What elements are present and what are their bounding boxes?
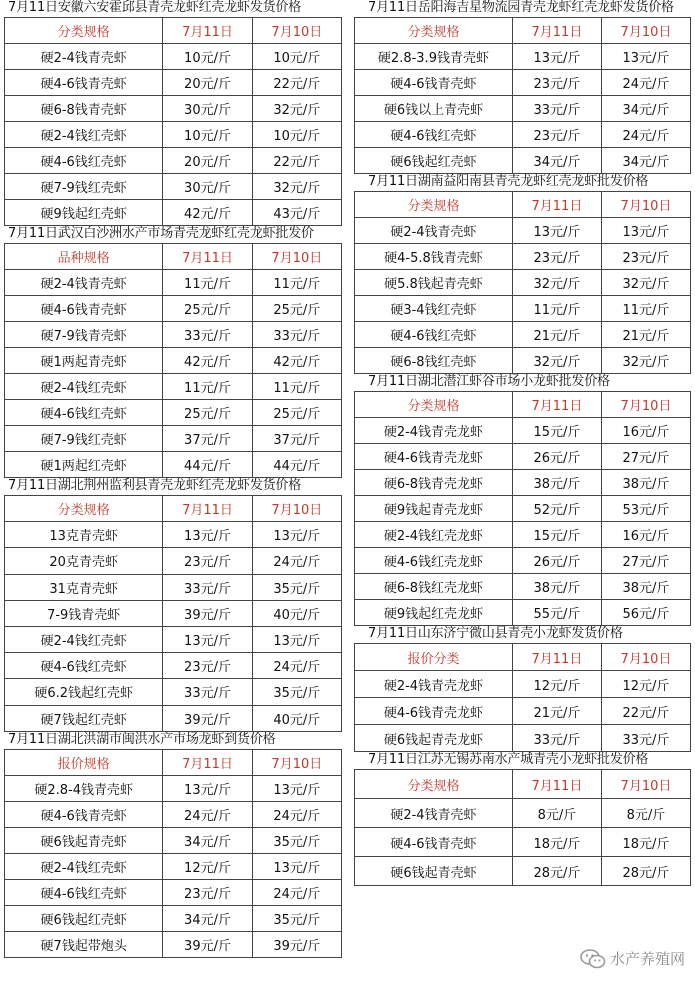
- price-section: [354, 0, 691, 174]
- price-cell: 15元/斤: [512, 418, 601, 444]
- price-cell: 13元/斤: [601, 218, 690, 244]
- price-cell: 18元/斤: [601, 828, 690, 857]
- spec-cell: 硬4-5.8钱青壳虾: [355, 244, 513, 270]
- spec-cell: 硬9钱起红壳龙虾: [355, 600, 513, 626]
- table-row: [5, 775, 342, 801]
- price-table: [4, 495, 342, 732]
- section-title: 7月11日安徽六安霍邱县青壳龙虾红壳龙虾发货价格: [8, 0, 302, 15]
- price-table: [354, 643, 691, 752]
- column-header: 7月10日: [601, 392, 690, 418]
- spec-cell: 硬9钱起红壳虾: [5, 200, 163, 226]
- spec-cell: 硬6钱起青壳龙虾: [355, 725, 513, 752]
- price-section: [354, 752, 691, 886]
- spec-cell: 硬2-4钱红壳虾: [5, 853, 163, 879]
- price-cell: 33元/斤: [163, 574, 252, 600]
- price-cell: 21元/斤: [601, 322, 690, 348]
- spec-cell: 31克青壳虾: [5, 574, 163, 600]
- price-cell: 32元/斤: [252, 96, 341, 122]
- table-row: [5, 452, 342, 478]
- price-cell: 12元/斤: [163, 853, 252, 879]
- price-cell: 10元/斤: [163, 122, 252, 148]
- price-section: [4, 478, 342, 732]
- table-header-row: [355, 192, 691, 218]
- spec-cell: 硬4-6钱红壳虾: [5, 879, 163, 905]
- price-cell: 28元/斤: [601, 857, 690, 886]
- spec-cell: 硬2-4钱红壳龙虾: [355, 522, 513, 548]
- table-row: [5, 931, 342, 957]
- price-cell: 20元/斤: [163, 148, 252, 174]
- price-cell: 11元/斤: [163, 270, 252, 296]
- table-row: [5, 200, 342, 226]
- table-header-row: [5, 496, 342, 522]
- price-cell: 23元/斤: [512, 244, 601, 270]
- price-cell: 38元/斤: [601, 470, 690, 496]
- price-table: [354, 391, 691, 626]
- price-section: [354, 626, 691, 752]
- column-header: 7月11日: [512, 392, 601, 418]
- column-header: 7月10日: [601, 18, 690, 44]
- price-cell: 34元/斤: [512, 148, 601, 174]
- table-row: [5, 879, 342, 905]
- spec-cell: 硬7-9钱红壳虾: [5, 426, 163, 452]
- spec-cell: 硬4-6钱红壳虾: [5, 148, 163, 174]
- column-header: 7月11日: [512, 644, 601, 671]
- column-header: 分类规格: [5, 18, 163, 44]
- column-header: 7月10日: [601, 770, 690, 799]
- price-cell: 28元/斤: [512, 857, 601, 886]
- table-row: [355, 522, 691, 548]
- table-row: [5, 122, 342, 148]
- price-cell: 25元/斤: [163, 400, 252, 426]
- price-cell: 38元/斤: [512, 470, 601, 496]
- price-cell: 11元/斤: [252, 270, 341, 296]
- price-cell: 11元/斤: [163, 374, 252, 400]
- spec-cell: 硬6.2钱起红壳虾: [5, 679, 163, 705]
- price-cell: 12元/斤: [601, 671, 690, 698]
- price-cell: 10元/斤: [163, 44, 252, 70]
- left-column: [4, 0, 342, 958]
- table-row: [5, 348, 342, 374]
- price-cell: 55元/斤: [512, 600, 601, 626]
- column-header: 分类规格: [5, 496, 163, 522]
- price-cell: 23元/斤: [512, 122, 601, 148]
- price-cell: 12元/斤: [512, 671, 601, 698]
- wechat-icon: [580, 949, 606, 969]
- column-header: 报价分类: [355, 644, 513, 671]
- table-row: [355, 348, 691, 374]
- price-cell: 39元/斤: [163, 705, 252, 731]
- table-row: [5, 148, 342, 174]
- table-row: [5, 522, 342, 548]
- price-cell: 32元/斤: [512, 270, 601, 296]
- spec-cell: 硬7-9钱红壳虾: [5, 174, 163, 200]
- price-cell: 13元/斤: [252, 775, 341, 801]
- price-cell: 35元/斤: [252, 905, 341, 931]
- table-header-row: [355, 392, 691, 418]
- spec-cell: 硬6-8钱红壳龙虾: [355, 574, 513, 600]
- table-row: [355, 799, 691, 828]
- section-title: 7月11日湖北荆州监利县青壳龙虾红壳龙虾发货价格: [8, 478, 302, 493]
- section-title: 7月11日山东济宁微山县青壳小龙虾发货价格: [368, 626, 623, 641]
- price-cell: 16元/斤: [601, 418, 690, 444]
- price-section: [4, 0, 342, 226]
- price-cell: 13元/斤: [163, 522, 252, 548]
- price-cell: 35元/斤: [252, 679, 341, 705]
- table-row: [5, 574, 342, 600]
- column-header: 分类规格: [355, 770, 513, 799]
- spec-cell: 硬4-6钱红壳虾: [355, 122, 513, 148]
- column-header: 7月10日: [601, 644, 690, 671]
- price-cell: 40元/斤: [252, 600, 341, 626]
- price-cell: 23元/斤: [601, 244, 690, 270]
- price-cell: 24元/斤: [252, 548, 341, 574]
- price-cell: 37元/斤: [163, 426, 252, 452]
- price-cell: 52元/斤: [512, 496, 601, 522]
- price-cell: 42元/斤: [252, 348, 341, 374]
- spec-cell: 硬6钱起红壳虾: [355, 148, 513, 174]
- price-cell: 13元/斤: [252, 626, 341, 652]
- price-cell: 38元/斤: [601, 574, 690, 600]
- price-cell: 23元/斤: [163, 548, 252, 574]
- table-row: [355, 322, 691, 348]
- column-header: 7月11日: [512, 18, 601, 44]
- price-cell: 34元/斤: [163, 905, 252, 931]
- spec-cell: 硬6钱起青壳虾: [355, 857, 513, 886]
- price-cell: 35元/斤: [252, 574, 341, 600]
- column-header: 7月10日: [252, 749, 341, 775]
- table-row: [355, 296, 691, 322]
- spec-cell: 硬2.8-4钱青壳虾: [5, 775, 163, 801]
- table-row: [355, 244, 691, 270]
- price-cell: 24元/斤: [252, 653, 341, 679]
- price-cell: 8元/斤: [601, 799, 690, 828]
- price-table: [354, 17, 691, 174]
- spec-cell: 硬4-6钱青壳虾: [5, 296, 163, 322]
- table-header-row: [355, 770, 691, 799]
- price-cell: 30元/斤: [163, 96, 252, 122]
- spec-cell: 硬7钱起红壳虾: [5, 705, 163, 731]
- section-title: 7月11日江苏无锡苏南水产城青壳小龙虾批发价格: [368, 752, 649, 767]
- section-title: 7月11日湖北洪湖市闽洪水产市场龙虾到货价格: [8, 731, 276, 747]
- table-row: [5, 70, 342, 96]
- price-cell: 11元/斤: [252, 374, 341, 400]
- price-cell: 22元/斤: [252, 148, 341, 174]
- section-title: 7月11日岳阳海吉星物流园青壳龙虾红壳龙虾发货价格: [368, 0, 674, 15]
- table-header-row: [5, 749, 342, 775]
- table-row: [355, 122, 691, 148]
- spec-cell: 硬3-4钱红壳虾: [355, 296, 513, 322]
- price-table: [4, 243, 342, 478]
- price-cell: 11元/斤: [601, 296, 690, 322]
- price-cell: 21元/斤: [512, 322, 601, 348]
- spec-cell: 硬6-8钱青壳龙虾: [355, 470, 513, 496]
- price-cell: 33元/斤: [601, 725, 690, 752]
- column-header: 7月11日: [163, 18, 252, 44]
- spec-cell: 硬2-4钱红壳虾: [5, 626, 163, 652]
- table-row: [5, 270, 342, 296]
- column-header: 分类规格: [355, 192, 513, 218]
- spec-cell: 硬2-4钱青壳虾: [5, 44, 163, 70]
- table-header-row: [355, 644, 691, 671]
- price-cell: 13元/斤: [512, 44, 601, 70]
- price-cell: 23元/斤: [512, 70, 601, 96]
- table-row: [5, 653, 342, 679]
- price-cell: 33元/斤: [163, 322, 252, 348]
- price-cell: 23元/斤: [163, 879, 252, 905]
- price-cell: 18元/斤: [512, 828, 601, 857]
- price-cell: 53元/斤: [601, 496, 690, 522]
- column-header: 7月11日: [163, 496, 252, 522]
- column-header: 7月10日: [252, 18, 341, 44]
- price-cell: 39元/斤: [252, 931, 341, 957]
- spec-cell: 硬7钱起带炮头: [5, 931, 163, 957]
- price-cell: 21元/斤: [512, 698, 601, 725]
- spec-cell: 硬6-8钱红壳虾: [355, 348, 513, 374]
- table-row: [355, 698, 691, 725]
- table-row: [355, 218, 691, 244]
- column-header: 分类规格: [355, 392, 513, 418]
- price-cell: 24元/斤: [601, 70, 690, 96]
- price-cell: 32元/斤: [252, 174, 341, 200]
- spec-cell: 硬2-4钱青壳龙虾: [355, 418, 513, 444]
- price-cell: 34元/斤: [601, 96, 690, 122]
- spec-cell: 硬2-4钱红壳虾: [5, 122, 163, 148]
- column-header: 7月11日: [512, 770, 601, 799]
- column-header: 品种规格: [5, 244, 163, 270]
- price-section: [4, 732, 342, 958]
- price-cell: 42元/斤: [163, 200, 252, 226]
- table-row: [5, 96, 342, 122]
- price-cell: 43元/斤: [252, 200, 341, 226]
- table-row: [355, 96, 691, 122]
- price-table: [4, 749, 342, 958]
- price-cell: 32元/斤: [601, 348, 690, 374]
- spec-cell: 硬1两起青壳虾: [5, 348, 163, 374]
- table-row: [355, 148, 691, 174]
- price-cell: 27元/斤: [601, 444, 690, 470]
- price-cell: 13元/斤: [163, 775, 252, 801]
- price-cell: 22元/斤: [252, 70, 341, 96]
- table-row: [355, 548, 691, 574]
- price-cell: 37元/斤: [252, 426, 341, 452]
- table-header-row: [5, 18, 342, 44]
- spec-cell: 硬4-6钱青壳虾: [5, 801, 163, 827]
- spec-cell: 硬4-6钱红壳虾: [5, 653, 163, 679]
- table-header-row: [5, 244, 342, 270]
- price-cell: 32元/斤: [512, 348, 601, 374]
- price-cell: 39元/斤: [163, 931, 252, 957]
- spec-cell: 硬4-6钱青壳虾: [5, 70, 163, 96]
- table-row: [5, 853, 342, 879]
- price-cell: 33元/斤: [512, 725, 601, 752]
- price-cell: 35元/斤: [252, 827, 341, 853]
- spec-cell: 20克青壳虾: [5, 548, 163, 574]
- price-cell: 56元/斤: [601, 600, 690, 626]
- table-row: [5, 679, 342, 705]
- price-cell: 34元/斤: [601, 148, 690, 174]
- price-cell: 33元/斤: [512, 96, 601, 122]
- price-cell: 20元/斤: [163, 70, 252, 96]
- price-cell: 25元/斤: [163, 296, 252, 322]
- price-cell: 22元/斤: [601, 698, 690, 725]
- price-cell: 42元/斤: [163, 348, 252, 374]
- table-row: [5, 426, 342, 452]
- spec-cell: 硬4-6钱青壳虾: [355, 828, 513, 857]
- spec-cell: 硬6-8钱青壳虾: [5, 96, 163, 122]
- column-header: 报价规格: [5, 749, 163, 775]
- price-cell: 13元/斤: [252, 853, 341, 879]
- table-row: [355, 857, 691, 886]
- table-row: [355, 70, 691, 96]
- price-cell: 10元/斤: [252, 122, 341, 148]
- table-row: [5, 374, 342, 400]
- table-row: [355, 574, 691, 600]
- price-cell: 26元/斤: [512, 444, 601, 470]
- price-cell: 13元/斤: [512, 218, 601, 244]
- column-header: 7月10日: [252, 244, 341, 270]
- spec-cell: 7-9钱青壳虾: [5, 600, 163, 626]
- spec-cell: 硬6钱起红壳虾: [5, 905, 163, 931]
- spec-cell: 硬2-4钱青壳虾: [5, 270, 163, 296]
- table-row: [355, 470, 691, 496]
- price-table: [354, 191, 691, 374]
- column-header: 7月10日: [252, 496, 341, 522]
- spec-cell: 硬4-6钱青壳龙虾: [355, 444, 513, 470]
- table-row: [5, 174, 342, 200]
- table-row: [355, 496, 691, 522]
- spec-cell: 硬4-6钱红壳龙虾: [355, 548, 513, 574]
- table-row: [355, 444, 691, 470]
- table-row: [355, 671, 691, 698]
- price-cell: 16元/斤: [601, 522, 690, 548]
- price-cell: 13元/斤: [252, 522, 341, 548]
- watermark: [580, 948, 685, 969]
- spec-cell: 13克青壳虾: [5, 522, 163, 548]
- price-cell: 30元/斤: [163, 174, 252, 200]
- price-cell: 10元/斤: [252, 44, 341, 70]
- spec-cell: 硬6钱起青壳虾: [5, 827, 163, 853]
- price-cell: 24元/斤: [163, 801, 252, 827]
- table-row: [355, 418, 691, 444]
- price-cell: 15元/斤: [512, 522, 601, 548]
- price-cell: 44元/斤: [163, 452, 252, 478]
- price-cell: 38元/斤: [512, 574, 601, 600]
- section-title: 7月11日武汉白沙洲水产市场青壳龙虾红壳龙虾批发价: [8, 226, 314, 241]
- price-cell: 24元/斤: [252, 801, 341, 827]
- table-row: [5, 296, 342, 322]
- price-table: [4, 17, 342, 226]
- spec-cell: 硬6钱以上青壳虾: [355, 96, 513, 122]
- price-cell: 23元/斤: [163, 653, 252, 679]
- spec-cell: 硬9钱起青壳龙虾: [355, 496, 513, 522]
- spec-cell: 硬4-6钱红壳虾: [5, 400, 163, 426]
- price-section: [4, 226, 342, 478]
- spec-cell: 硬2-4钱青壳龙虾: [355, 671, 513, 698]
- table-row: [5, 626, 342, 652]
- spec-cell: 硬2-4钱青壳虾: [355, 799, 513, 828]
- table-header-row: [355, 18, 691, 44]
- column-header: 7月11日: [512, 192, 601, 218]
- table-row: [5, 905, 342, 931]
- spec-cell: 硬4-6钱青壳龙虾: [355, 698, 513, 725]
- table-row: [5, 827, 342, 853]
- table-row: [5, 548, 342, 574]
- price-table: [354, 769, 691, 886]
- table-row: [5, 322, 342, 348]
- price-cell: 8元/斤: [512, 799, 601, 828]
- price-cell: 24元/斤: [601, 122, 690, 148]
- table-row: [5, 705, 342, 731]
- price-cell: 34元/斤: [163, 827, 252, 853]
- price-cell: 44元/斤: [252, 452, 341, 478]
- right-column: [354, 0, 691, 886]
- spec-cell: 硬1两起红壳虾: [5, 452, 163, 478]
- table-row: [355, 44, 691, 70]
- table-row: [355, 270, 691, 296]
- section-title: 7月11日湖北潜江虾谷市场小龙虾批发价格: [368, 374, 610, 389]
- price-cell: 25元/斤: [252, 296, 341, 322]
- table-row: [5, 400, 342, 426]
- price-cell: 40元/斤: [252, 705, 341, 731]
- spec-cell: 硬2-4钱红壳虾: [5, 374, 163, 400]
- column-header: 7月11日: [163, 244, 252, 270]
- price-cell: 33元/斤: [163, 679, 252, 705]
- price-cell: 39元/斤: [163, 600, 252, 626]
- price-cell: 13元/斤: [163, 626, 252, 652]
- column-header: 7月11日: [163, 749, 252, 775]
- price-cell: 13元/斤: [601, 44, 690, 70]
- price-cell: 11元/斤: [512, 296, 601, 322]
- table-row: [355, 600, 691, 626]
- price-cell: 26元/斤: [512, 548, 601, 574]
- table-row: [5, 600, 342, 626]
- column-header: 7月10日: [601, 192, 690, 218]
- section-title: 7月11日湖南益阳南县青壳龙虾红壳龙虾批发价格: [368, 174, 649, 189]
- price-cell: 32元/斤: [601, 270, 690, 296]
- watermark-text: 水产养殖网: [609, 950, 685, 968]
- table-row: [355, 725, 691, 752]
- table-row: [5, 801, 342, 827]
- price-cell: 33元/斤: [252, 322, 341, 348]
- table-row: [355, 828, 691, 857]
- spec-cell: 硬5.8钱起青壳虾: [355, 270, 513, 296]
- spec-cell: 硬2.8-3.9钱青壳虾: [355, 44, 513, 70]
- spec-cell: 硬2-4钱青壳虾: [355, 218, 513, 244]
- spec-cell: 硬4-6钱红壳虾: [355, 322, 513, 348]
- spec-cell: 硬7-9钱青壳虾: [5, 322, 163, 348]
- price-cell: 25元/斤: [252, 400, 341, 426]
- table-row: [5, 44, 342, 70]
- price-section: [354, 174, 691, 374]
- price-cell: 24元/斤: [252, 879, 341, 905]
- price-cell: 27元/斤: [601, 548, 690, 574]
- spec-cell: 硬4-6钱青壳虾: [355, 70, 513, 96]
- price-section: [354, 374, 691, 626]
- column-header: 分类规格: [355, 18, 513, 44]
